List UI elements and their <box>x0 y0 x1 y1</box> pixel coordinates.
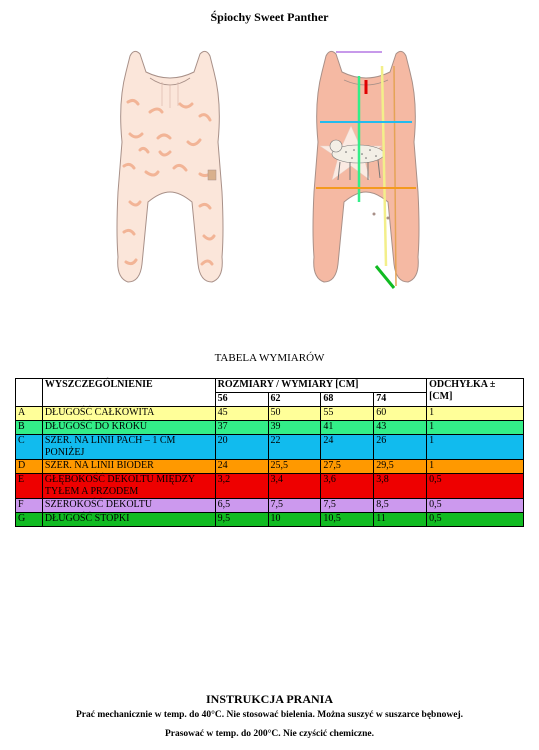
row-label: DŁUGOŚĆ CAŁKOWITA <box>42 407 215 421</box>
row-value: 8,5 <box>374 499 427 513</box>
row-tolerance: 1 <box>427 435 524 460</box>
table-header-row <box>16 379 524 393</box>
table-row <box>16 435 524 460</box>
row-value: 3,4 <box>268 474 321 499</box>
row-tolerance: 1 <box>427 421 524 435</box>
row-key: A <box>16 407 43 421</box>
row-key: B <box>16 421 43 435</box>
table-row <box>16 499 524 513</box>
row-value: 60 <box>374 407 427 421</box>
wash-line-2: Prasować w temp. do 200°C. Nie czyścić chemiczne. <box>164 729 375 739</box>
row-value: 24 <box>321 435 374 460</box>
row-value: 10 <box>268 513 321 527</box>
row-key: E <box>16 474 43 499</box>
row-key: D <box>16 460 43 474</box>
row-label: SZEROKOŚĆ DEKOLTU <box>42 499 215 513</box>
row-value: 3,6 <box>321 474 374 499</box>
row-label: DŁUGOŚĆ STOPKI <box>42 513 215 527</box>
row-label: DŁUGOŚĆ DO KROKU <box>42 421 215 435</box>
row-value: 45 <box>215 407 268 421</box>
row-tolerance: 0,5 <box>427 499 524 513</box>
row-label: GŁĘBOKOŚĆ DEKOLTU MIĘDZY TYŁEM A PRZODEM <box>42 474 215 499</box>
row-value: 6,5 <box>215 499 268 513</box>
header-tolerance: ODCHYŁKA ± [CM] <box>427 379 524 407</box>
row-tolerance: 0,5 <box>427 513 524 527</box>
row-value: 7,5 <box>321 499 374 513</box>
wash-title: INSTRUKCJA PRANIA <box>205 692 333 706</box>
header-key-cell <box>16 379 43 407</box>
row-value: 43 <box>374 421 427 435</box>
row-value: 20 <box>215 435 268 460</box>
dimension-table <box>15 378 524 527</box>
row-value: 26 <box>374 435 427 460</box>
row-value: 50 <box>268 407 321 421</box>
size-56: 56 <box>215 393 268 407</box>
row-tolerance: 1 <box>427 407 524 421</box>
row-value: 11 <box>374 513 427 527</box>
row-value: 9,5 <box>215 513 268 527</box>
table-row <box>16 513 524 527</box>
row-value: 3,2 <box>215 474 268 499</box>
row-value: 22 <box>268 435 321 460</box>
page-title: Śpiochy Sweet Panther <box>210 10 329 24</box>
row-key: F <box>16 499 43 513</box>
table-title: TABELA WYMIARÓW <box>214 352 325 364</box>
row-key: C <box>16 435 43 460</box>
front-garment-illustration <box>100 42 240 292</box>
row-value: 55 <box>321 407 374 421</box>
row-value: 25,5 <box>268 460 321 474</box>
row-label: SZER. NA LINII BIODER <box>42 460 215 474</box>
table-row <box>16 421 524 435</box>
row-value: 29,5 <box>374 460 427 474</box>
table-row <box>16 407 524 421</box>
header-description: WYSZCZEGÓLNIENIE <box>42 379 215 407</box>
back-garment-illustration <box>296 42 436 292</box>
wash-line-1: Prać mechanicznie w temp. do 40°C. Nie stosować bielenia. Można suszyć w suszarce bębnowej. <box>75 710 463 720</box>
size-68: 68 <box>321 393 374 407</box>
row-value: 7,5 <box>268 499 321 513</box>
row-tolerance: 1 <box>427 460 524 474</box>
row-value: 27,5 <box>321 460 374 474</box>
size-74: 74 <box>374 393 427 407</box>
row-value: 24 <box>215 460 268 474</box>
row-value: 3,8 <box>374 474 427 499</box>
table-row <box>16 474 524 499</box>
size-62: 62 <box>268 393 321 407</box>
row-key: G <box>16 513 43 527</box>
row-value: 41 <box>321 421 374 435</box>
row-value: 39 <box>268 421 321 435</box>
row-value: 10,5 <box>321 513 374 527</box>
row-value: 37 <box>215 421 268 435</box>
table-row <box>16 460 524 474</box>
row-tolerance: 0,5 <box>427 474 524 499</box>
header-sizes: ROZMIARY / WYMIARY [CM] <box>215 379 426 393</box>
row-label: SZER. NA LINII PACH – 1 CM PONIŻEJ <box>42 435 215 460</box>
